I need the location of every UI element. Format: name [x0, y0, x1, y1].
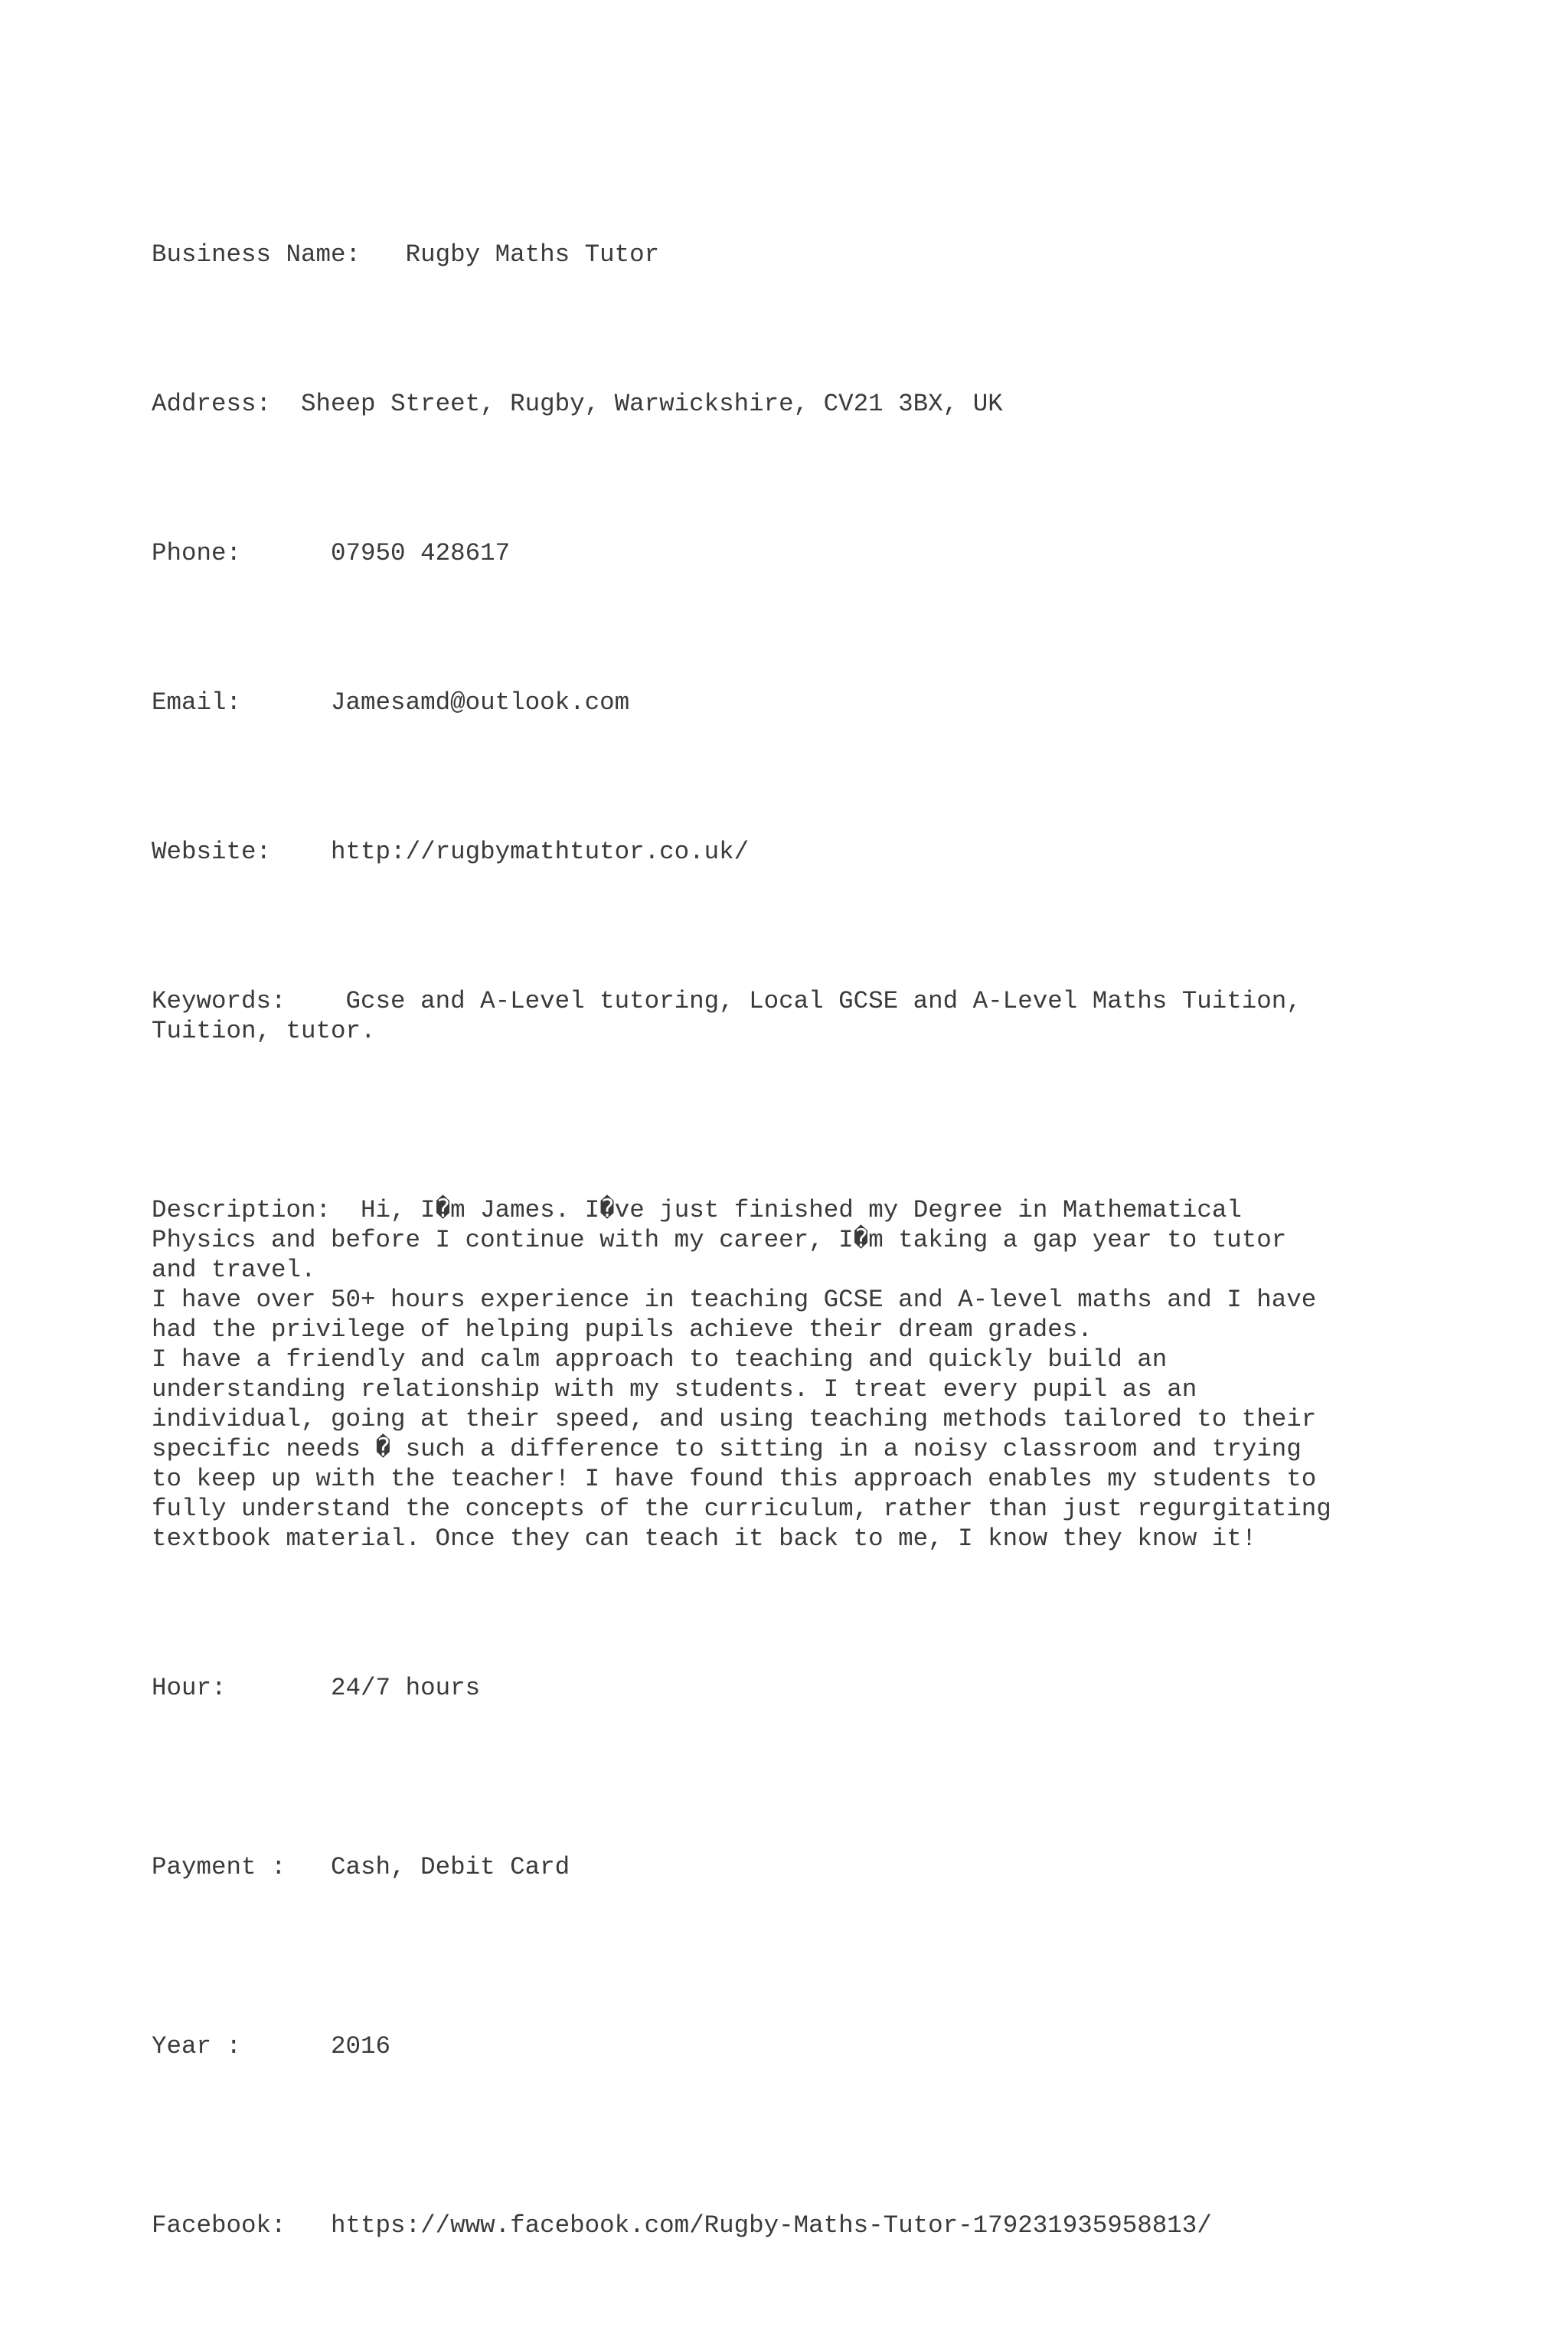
description-label: Description:	[152, 1196, 361, 1224]
keywords-label: Keywords:	[152, 987, 346, 1015]
phone-value: 07950 428617	[331, 539, 511, 567]
email-field	[152, 688, 1438, 717]
phone-label: Phone:	[152, 539, 332, 567]
business-name-field	[152, 240, 1438, 270]
year-field	[152, 2031, 1438, 2061]
payment-label: Payment :	[152, 1853, 332, 1881]
facebook-value: https://www.facebook.com/Rugby-Maths-Tutor-179231935958813/	[331, 2211, 1212, 2240]
facebook-field	[152, 2211, 1438, 2240]
payment-field	[152, 1852, 1438, 1882]
document-content	[152, 150, 1438, 2330]
hour-value: 24/7 hours	[331, 1674, 481, 1702]
address-label: Address:	[152, 390, 302, 418]
business-name-label: Business Name:	[152, 240, 406, 269]
description-value: Hi, I�m James. I�ve just finished my Degree in Mathematical Physics and before I continue with my career, I�m taking a gap year to tutor and travel. I have over 50+ hours experience in teaching GCSE and A-level maths and I have had the privilege of helping pupils achieve their dream grades. I have a friendly and calm approach to teaching and quickly build an understanding relationship with my students. I treat every pupil as an individual, going at their speed, and using teaching methods tailored to their specific needs � such a difference to sitting in a noisy classroom and trying to keep up with the teacher! I have found this approach enables my students to fully understand the concepts of the curriculum, rather than just regurgitating textbook material. Once they can teach it back to me, I know they know it!	[152, 1196, 1331, 1553]
hour-field	[152, 1673, 1438, 1703]
keywords-value: Gcse and A-Level tutoring, Local GCSE and A-Level Maths Tuition, Tuition, tutor.	[152, 987, 1302, 1045]
email-value: Jamesamd@outlook.com	[331, 688, 630, 717]
hour-label: Hour:	[152, 1674, 332, 1702]
website-value: http://rugbymathtutor.co.uk/	[331, 838, 750, 866]
year-label: Year :	[152, 2032, 332, 2060]
description-field	[152, 1195, 1438, 1554]
business-name-value: Rugby Maths Tutor	[405, 240, 660, 269]
email-label: Email:	[152, 688, 332, 717]
website-label: Website:	[152, 838, 332, 866]
payment-value: Cash, Debit Card	[331, 1853, 570, 1881]
year-value: 2016	[331, 2032, 391, 2060]
keywords-field	[152, 986, 1438, 1046]
phone-field	[152, 538, 1438, 568]
address-field	[152, 389, 1438, 419]
facebook-label: Facebook:	[152, 2211, 332, 2240]
address-value: Sheep Street, Rugby, Warwickshire, CV21 3BX, UK	[301, 390, 1003, 418]
website-field	[152, 837, 1438, 867]
